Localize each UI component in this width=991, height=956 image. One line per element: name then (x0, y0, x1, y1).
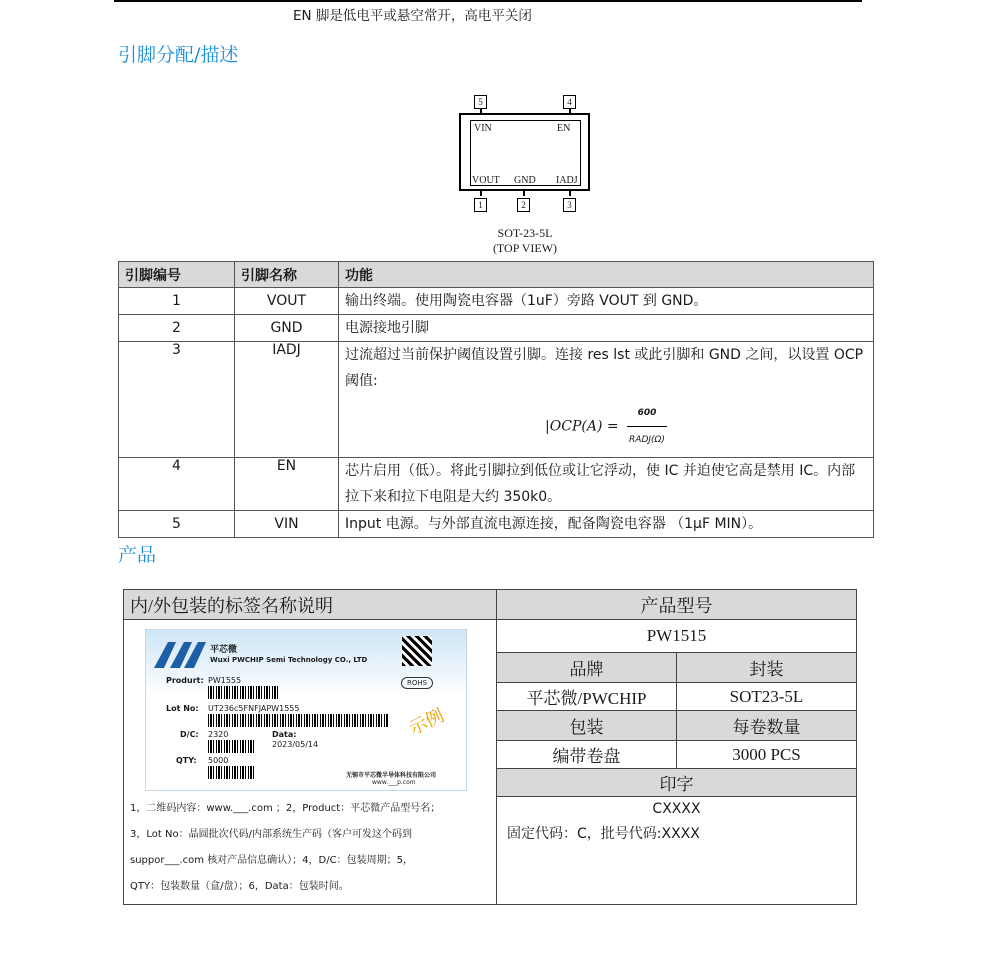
packing-header: 包装 (497, 711, 677, 741)
label-date-value: 2023/05/14 (272, 740, 319, 749)
qty-header: 每卷数量 (677, 711, 857, 741)
header-pin-name: 引脚名称 (235, 262, 339, 288)
formula-fraction (627, 400, 667, 453)
pin-name: VOUT (235, 288, 339, 315)
pin-3-box: 3 (563, 198, 576, 212)
pin-description-table (118, 261, 874, 538)
label-desc-line: suppor___.com 核对产品信息确认）；4，D/C：包装周期；5， (130, 855, 413, 866)
package-caption-view: (TOP VIEW) (492, 241, 558, 255)
barcode-icon (208, 714, 388, 727)
model-title: 产品型号 (497, 590, 857, 620)
table-row (119, 288, 874, 315)
label-desc-line: 1，二维码内容：www.___.com ；2，Product：平芯微产品型号名； (130, 803, 441, 814)
label-desc-title: 内/外包装的标签名称说明 (124, 590, 497, 620)
label-iadj: IADJ (556, 175, 578, 186)
table-row (119, 511, 874, 538)
package-header: 封装 (677, 653, 857, 683)
label-rohs: ROHS (401, 677, 433, 689)
label-dc-key: D/C: (180, 730, 199, 739)
pin-function-text: 过流超过当前保护阈值设置引脚。连接 res lst 或此引脚和 GND 之间，以设置 OCP 阈值: (345, 347, 864, 389)
table-row (119, 458, 874, 511)
label-lot-value: UT236c5FNFJAPW1555 (208, 704, 300, 713)
qr-code-icon (402, 636, 432, 666)
pwchip-logo-icon (154, 640, 210, 668)
package-value: SOT23-5L (677, 683, 857, 711)
label-vin: VIN (474, 123, 492, 134)
pin-function: 电源接地引脚 (339, 315, 874, 342)
ocp-formula (345, 394, 867, 457)
barcode-icon (208, 766, 256, 779)
pin-number: 5 (119, 511, 235, 538)
label-company-cn: 平芯微 (210, 645, 238, 655)
label-vout: VOUT (472, 175, 500, 186)
pin-function: Input 电源。与外部直流电源连接，配备陶瓷电容器 （1μF MIN）。 (339, 511, 874, 538)
label-gnd: GND (514, 175, 536, 186)
barcode-icon (208, 686, 280, 699)
label-footer-url: www.___p.com (372, 779, 416, 786)
pin-name: VIN (235, 511, 339, 538)
sample-label-image (145, 629, 467, 791)
pin-number: 3 (119, 342, 235, 458)
top-rule (114, 0, 862, 2)
marking-cell (497, 797, 857, 905)
pin-function: 输出终端。使用陶瓷电容器（1uF）旁路 VOUT 到 GND。 (339, 288, 874, 315)
pin-name: EN (235, 458, 339, 511)
package-caption-name: SOT-23-5L (497, 226, 553, 240)
pin-number: 4 (119, 458, 235, 511)
pin-2-box: 2 (517, 198, 530, 212)
label-qty-value: 5000 (208, 756, 229, 765)
header-function: 功能 (339, 262, 874, 288)
label-product-key: Produrt: (166, 676, 204, 685)
brand-header: 品牌 (497, 653, 677, 683)
model-value: PW1515 (497, 620, 857, 653)
pin-number: 1 (119, 288, 235, 315)
pin-function: 芯片启用（低）。将此引脚拉到低位或让它浮动，使 IC 并迫使它高是禁用 IC。内部拉下来和拉下电阻是大约 350k0。 (339, 458, 874, 511)
pin-number: 2 (119, 315, 235, 342)
formula-denominator: RADJ(Ω) (629, 435, 665, 445)
pin-name: GND (235, 315, 339, 342)
label-company-en: Wuxi PWCHIP Semi Technology CO., LTD (210, 656, 368, 664)
pin-5-box: 5 (474, 95, 487, 109)
label-desc-line: 3，Lot No：晶圆批次代码/内部系统生产码（客户可发这个码到 (130, 829, 412, 840)
label-en: EN (557, 123, 571, 134)
label-footer-company: 无锡市平芯微半导体科技有限公司 (346, 772, 437, 779)
label-desc-line: QTY：包装数量（盒/盘）；6，Data：包装时间。 (130, 881, 349, 892)
heading-product: 产品 (118, 545, 157, 566)
label-sample-stamp: 示例 (405, 705, 448, 740)
label-product-value: PW1555 (208, 676, 242, 685)
marking-header: 印字 (497, 769, 857, 797)
table-header-row (119, 262, 874, 288)
barcode-icon (208, 740, 256, 753)
marking-value: CXXXX (652, 801, 701, 817)
header-pin-number: 引脚编号 (119, 262, 235, 288)
brand-value: 平芯微/PWCHIP (497, 683, 677, 711)
pin-name: IADJ (235, 342, 339, 458)
heading-pin-assignment: 引脚分配/描述 (118, 44, 239, 66)
qty-value: 3000 PCS (677, 741, 857, 769)
table-row (119, 315, 874, 342)
label-qty-key: QTY: (176, 756, 197, 765)
table-row (119, 342, 874, 458)
label-lot-key: Lot No: (166, 704, 199, 713)
formula-numerator: 600 (627, 400, 667, 427)
marking-desc: 固定代码：C，批号代码:XXXX (507, 826, 700, 842)
packing-value: 编带卷盘 (497, 741, 677, 769)
pin-function-iadj (339, 342, 874, 458)
pin-1-box: 1 (474, 198, 487, 212)
pin-4-box: 4 (563, 95, 576, 109)
label-date-key: Data: (272, 730, 297, 739)
formula-lhs: |OCP(A) = (545, 418, 619, 435)
label-dc-value: 2320 (208, 730, 229, 739)
intro-text: EN 脚是低电平或悬空常开，高电平关闭 (293, 8, 532, 24)
